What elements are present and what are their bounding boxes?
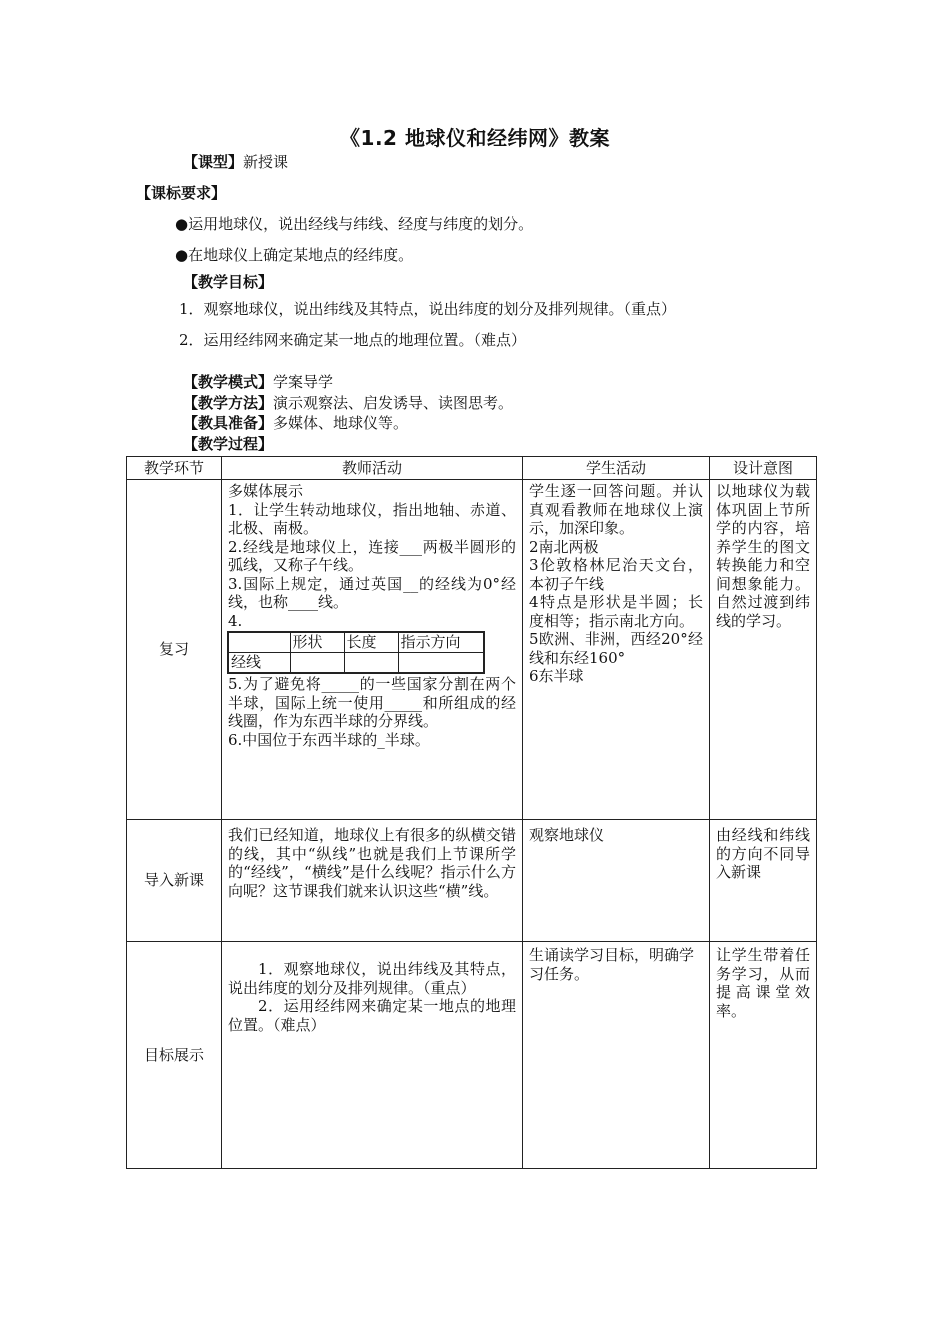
header-intent: 设计意图 [710, 457, 817, 480]
header-stage: 教学环节 [127, 457, 222, 480]
inner-header-direction: 指示方向 [398, 632, 484, 653]
goal-item-2: 2．运用经纬网来确定某一地点的地理位置。（难点） [179, 331, 527, 349]
meridian-feature-table [227, 631, 485, 674]
standard-item-2: ●在地球仪上确定某地点的经纬度。 [175, 246, 414, 264]
teacher-activity-intro: 我们已经知道，地球仪上有很多的纵横交错的线，其中“纵线”也就是我们上节课所学的“经线”，“横线”是什么线呢？指示什么方向呢？这节课我们就来认识这些“横”线。 [222, 820, 523, 942]
text-line: 6.中国位于东西半球的_半球。 [228, 730, 430, 749]
course-type-label: 【课型】 [183, 153, 244, 171]
stage-review: 复习 [127, 480, 222, 820]
student-activity-review [523, 480, 710, 820]
text-line: 2南北两极 [529, 537, 599, 556]
text-line: 4. [228, 611, 243, 630]
text-line: 6东半球 [529, 667, 584, 685]
student-activity-goals: 生诵读学习目标，明确学习任务。 [523, 942, 710, 1169]
table-header-row [127, 457, 817, 480]
text-line: 5欧洲、非洲，西经20°经线和东经160° [529, 630, 703, 667]
inner-header-blank [228, 632, 290, 653]
process-heading: 【教学过程】 [183, 435, 274, 453]
table-row [127, 480, 817, 820]
inner-header-length: 长度 [344, 632, 398, 653]
standard-heading: 【课标要求】 [136, 184, 227, 202]
teacher-activity-goals [222, 942, 523, 1169]
student-activity-intro: 观察地球仪 [523, 820, 710, 942]
document-title: 《1.2 地球仪和经纬网》教案 [340, 126, 610, 150]
tools-label: 【教具准备】 [183, 414, 274, 432]
inner-cell-blank [290, 653, 344, 674]
lesson-process-table [126, 456, 817, 1169]
mode-value: 学案导学 [273, 373, 334, 391]
method-label: 【教学方法】 [183, 394, 274, 412]
text-line: 2．运用经纬网来确定某一地点的地理位置。（难点） [228, 997, 516, 1034]
method-value: 演示观察法、启发诱导、读图思考。 [273, 394, 514, 412]
text-line: 学生逐一回答问题。并认真观看教师在地球仪上演示，加深印象。 [529, 482, 703, 537]
course-type-line [183, 152, 288, 172]
text-line: 3伦敦格林尼治天文台，本初子午线 [529, 556, 703, 593]
tools-value: 多媒体、地球仪等。 [273, 414, 409, 432]
text-line: 4特点是形状是半圆；长度相等；指示南北方向。 [529, 593, 703, 630]
header-student: 学生活动 [523, 457, 710, 480]
standard-item-1: ●运用地球仪，说出经线与纬线、经度与纬度的划分。 [175, 215, 534, 233]
goal-item-1: 1．观察地球仪，说出纬线及其特点，说出纬度的划分及排列规律。（重点） [179, 300, 677, 318]
text-line: 5.为了避免将_____的一些国家分割在两个半球，国际上统一使用_____和所组成的经线圈，作为东西半球的分界线。 [228, 675, 516, 730]
text-line: 1．观察地球仪，说出纬线及其特点，说出纬度的划分及排列规律。（重点） [228, 960, 516, 997]
table-row [127, 820, 817, 942]
header-teacher: 教师活动 [222, 457, 523, 480]
design-intent-review: 以地球仪为载体巩固上节所学的内容，培养学生的图文转换能力和空间想象能力。自然过渡到纬线的学习。 [710, 480, 817, 820]
mode-label: 【教学模式】 [183, 373, 274, 391]
design-intent-goals: 让学生带着任务学习，从而提高课堂效率。 [710, 942, 817, 1169]
text-line: 多媒体展示 [228, 482, 304, 500]
goal-heading: 【教学目标】 [183, 273, 274, 291]
text-line: 1．让学生转动地球仪，指出地轴、赤道、北极、南极。 [228, 500, 516, 537]
text-line: 3.国际上规定，通过英国__的经线为0°经线，也称____线。 [228, 574, 516, 611]
teacher-activity-review [222, 480, 523, 820]
inner-cell-blank [398, 653, 484, 674]
method-line [183, 393, 513, 413]
mode-line [183, 372, 333, 392]
table-row [127, 942, 817, 1169]
course-type-value: 新授课 [243, 153, 289, 171]
stage-goals: 目标展示 [127, 942, 222, 1169]
inner-cell-blank [344, 653, 398, 674]
tools-line [183, 413, 408, 433]
inner-cell-label: 经线 [228, 653, 290, 674]
inner-header-shape: 形状 [290, 632, 344, 653]
text-line: 2.经线是地球仪上，连接___两极半圆形的弧线，又称子午线。 [228, 537, 516, 574]
stage-intro: 导入新课 [127, 820, 222, 942]
design-intent-intro: 由经线和纬线的方向不同导入新课 [710, 820, 817, 942]
